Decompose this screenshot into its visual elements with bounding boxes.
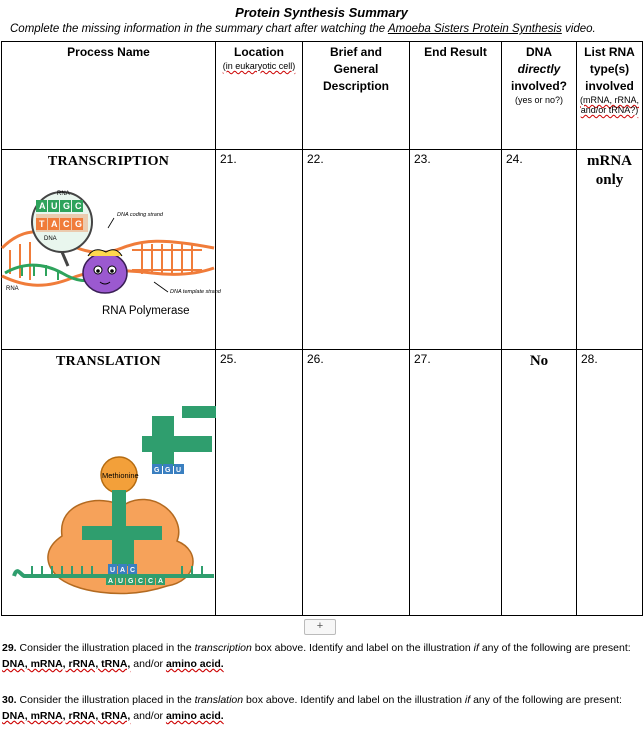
cell-rna-answer: mRNA only — [577, 150, 643, 350]
label-methionine: Methionine — [102, 471, 139, 480]
label-dna: DNA — [44, 236, 57, 242]
video-link[interactable]: Amoeba Sisters Protein Synthesis — [387, 23, 562, 35]
mrna-base-4: C — [138, 578, 144, 585]
anticodon-3: C — [130, 567, 136, 574]
cell-28[interactable]: 28. — [577, 350, 643, 616]
cell-dna-answer: No — [502, 350, 577, 616]
base-top-2: U — [51, 201, 58, 211]
base-top-1: A — [39, 201, 46, 211]
base-top-3: G — [63, 201, 71, 211]
mrna-base-5: C — [148, 578, 154, 585]
header-rna-sub: (mRNA, rRNA, and/or tRNA?) — [580, 95, 639, 115]
anticodon-1: U — [110, 567, 116, 574]
header-dna-sub: (yes or no?) — [514, 95, 564, 105]
table-row — [2, 150, 643, 350]
codon-top-2: G — [165, 467, 171, 474]
instructions-prefix: Complete the missing information in the summary chart after watching the — [10, 23, 388, 35]
summary-table — [1, 41, 643, 616]
mrna-base-1: A — [108, 578, 114, 585]
instructions-suffix: video. — [561, 23, 596, 35]
add-row-button[interactable]: + — [304, 619, 336, 635]
table-row — [2, 350, 643, 616]
cell-27[interactable]: 27. — [410, 350, 502, 616]
header-dna: DNA directly involved? (yes or no?) — [502, 42, 577, 150]
cell-23[interactable]: 23. — [410, 150, 502, 350]
base-bottom-1: T — [39, 219, 45, 229]
codon-top-3: U — [176, 467, 182, 474]
translation-illustration — [2, 376, 215, 611]
base-top-4: C — [75, 201, 82, 211]
cell-24[interactable]: 24. — [502, 150, 577, 350]
header-end-result: End Result — [410, 42, 502, 150]
base-bottom-3: C — [63, 219, 70, 229]
label-rna-left: RNA — [6, 286, 19, 292]
codon-top-1: G — [154, 467, 160, 474]
cell-25[interactable]: 25. — [216, 350, 303, 616]
mrna-base-6: A — [158, 578, 164, 585]
question-30: 30. Consider the illustration placed in the translation box above. Identify and label on the illustration if any of the following are present: DNA, mRNA, rRNA, tRNA, and/or amino acid. — [2, 694, 622, 722]
page-title: Protein Synthesis Summary — [235, 5, 408, 20]
label-coding-strand: DNA coding strand — [117, 212, 163, 218]
process-name: TRANSCRIPTION — [47, 154, 170, 169]
mrna-base-3: G — [128, 578, 134, 585]
base-bottom-4: G — [75, 219, 83, 229]
cell-26[interactable]: 26. — [303, 350, 410, 616]
transcription-illustration — [2, 178, 221, 343]
header-brief: Brief and General Description — [303, 42, 410, 150]
transcription-cell — [2, 150, 221, 350]
label-rna-polymerase: RNA Polymerase — [102, 305, 190, 317]
cell-21[interactable]: 21. — [216, 150, 303, 350]
process-name: TRANSLATION — [56, 354, 161, 369]
header-process-name: Process Name — [2, 42, 216, 150]
anticodon-2: A — [120, 567, 126, 574]
header-location: Location (in eukaryotic cell) — [216, 42, 303, 150]
base-bottom-2: A — [51, 219, 58, 229]
mrna-base-2: U — [118, 578, 124, 585]
header-location-sub: (in eukaryotic cell) — [222, 61, 296, 71]
instructions — [10, 23, 643, 35]
header-rna: List RNA type(s) involved (mRNA, rRNA, and/or tRNA?) — [577, 42, 643, 150]
label-rna-top: RNA — [57, 191, 70, 197]
header-row — [2, 42, 643, 150]
cell-22[interactable]: 22. — [303, 150, 410, 350]
label-template-strand: DNA template strand — [170, 289, 221, 295]
question-29: 29. Consider the illustration placed in the transcription box above. Identify and label on the illustration if any of the following are present: DNA, mRNA, rRNA, tRNA, and/or amino acid. — [2, 642, 631, 670]
translation-cell — [2, 350, 216, 616]
